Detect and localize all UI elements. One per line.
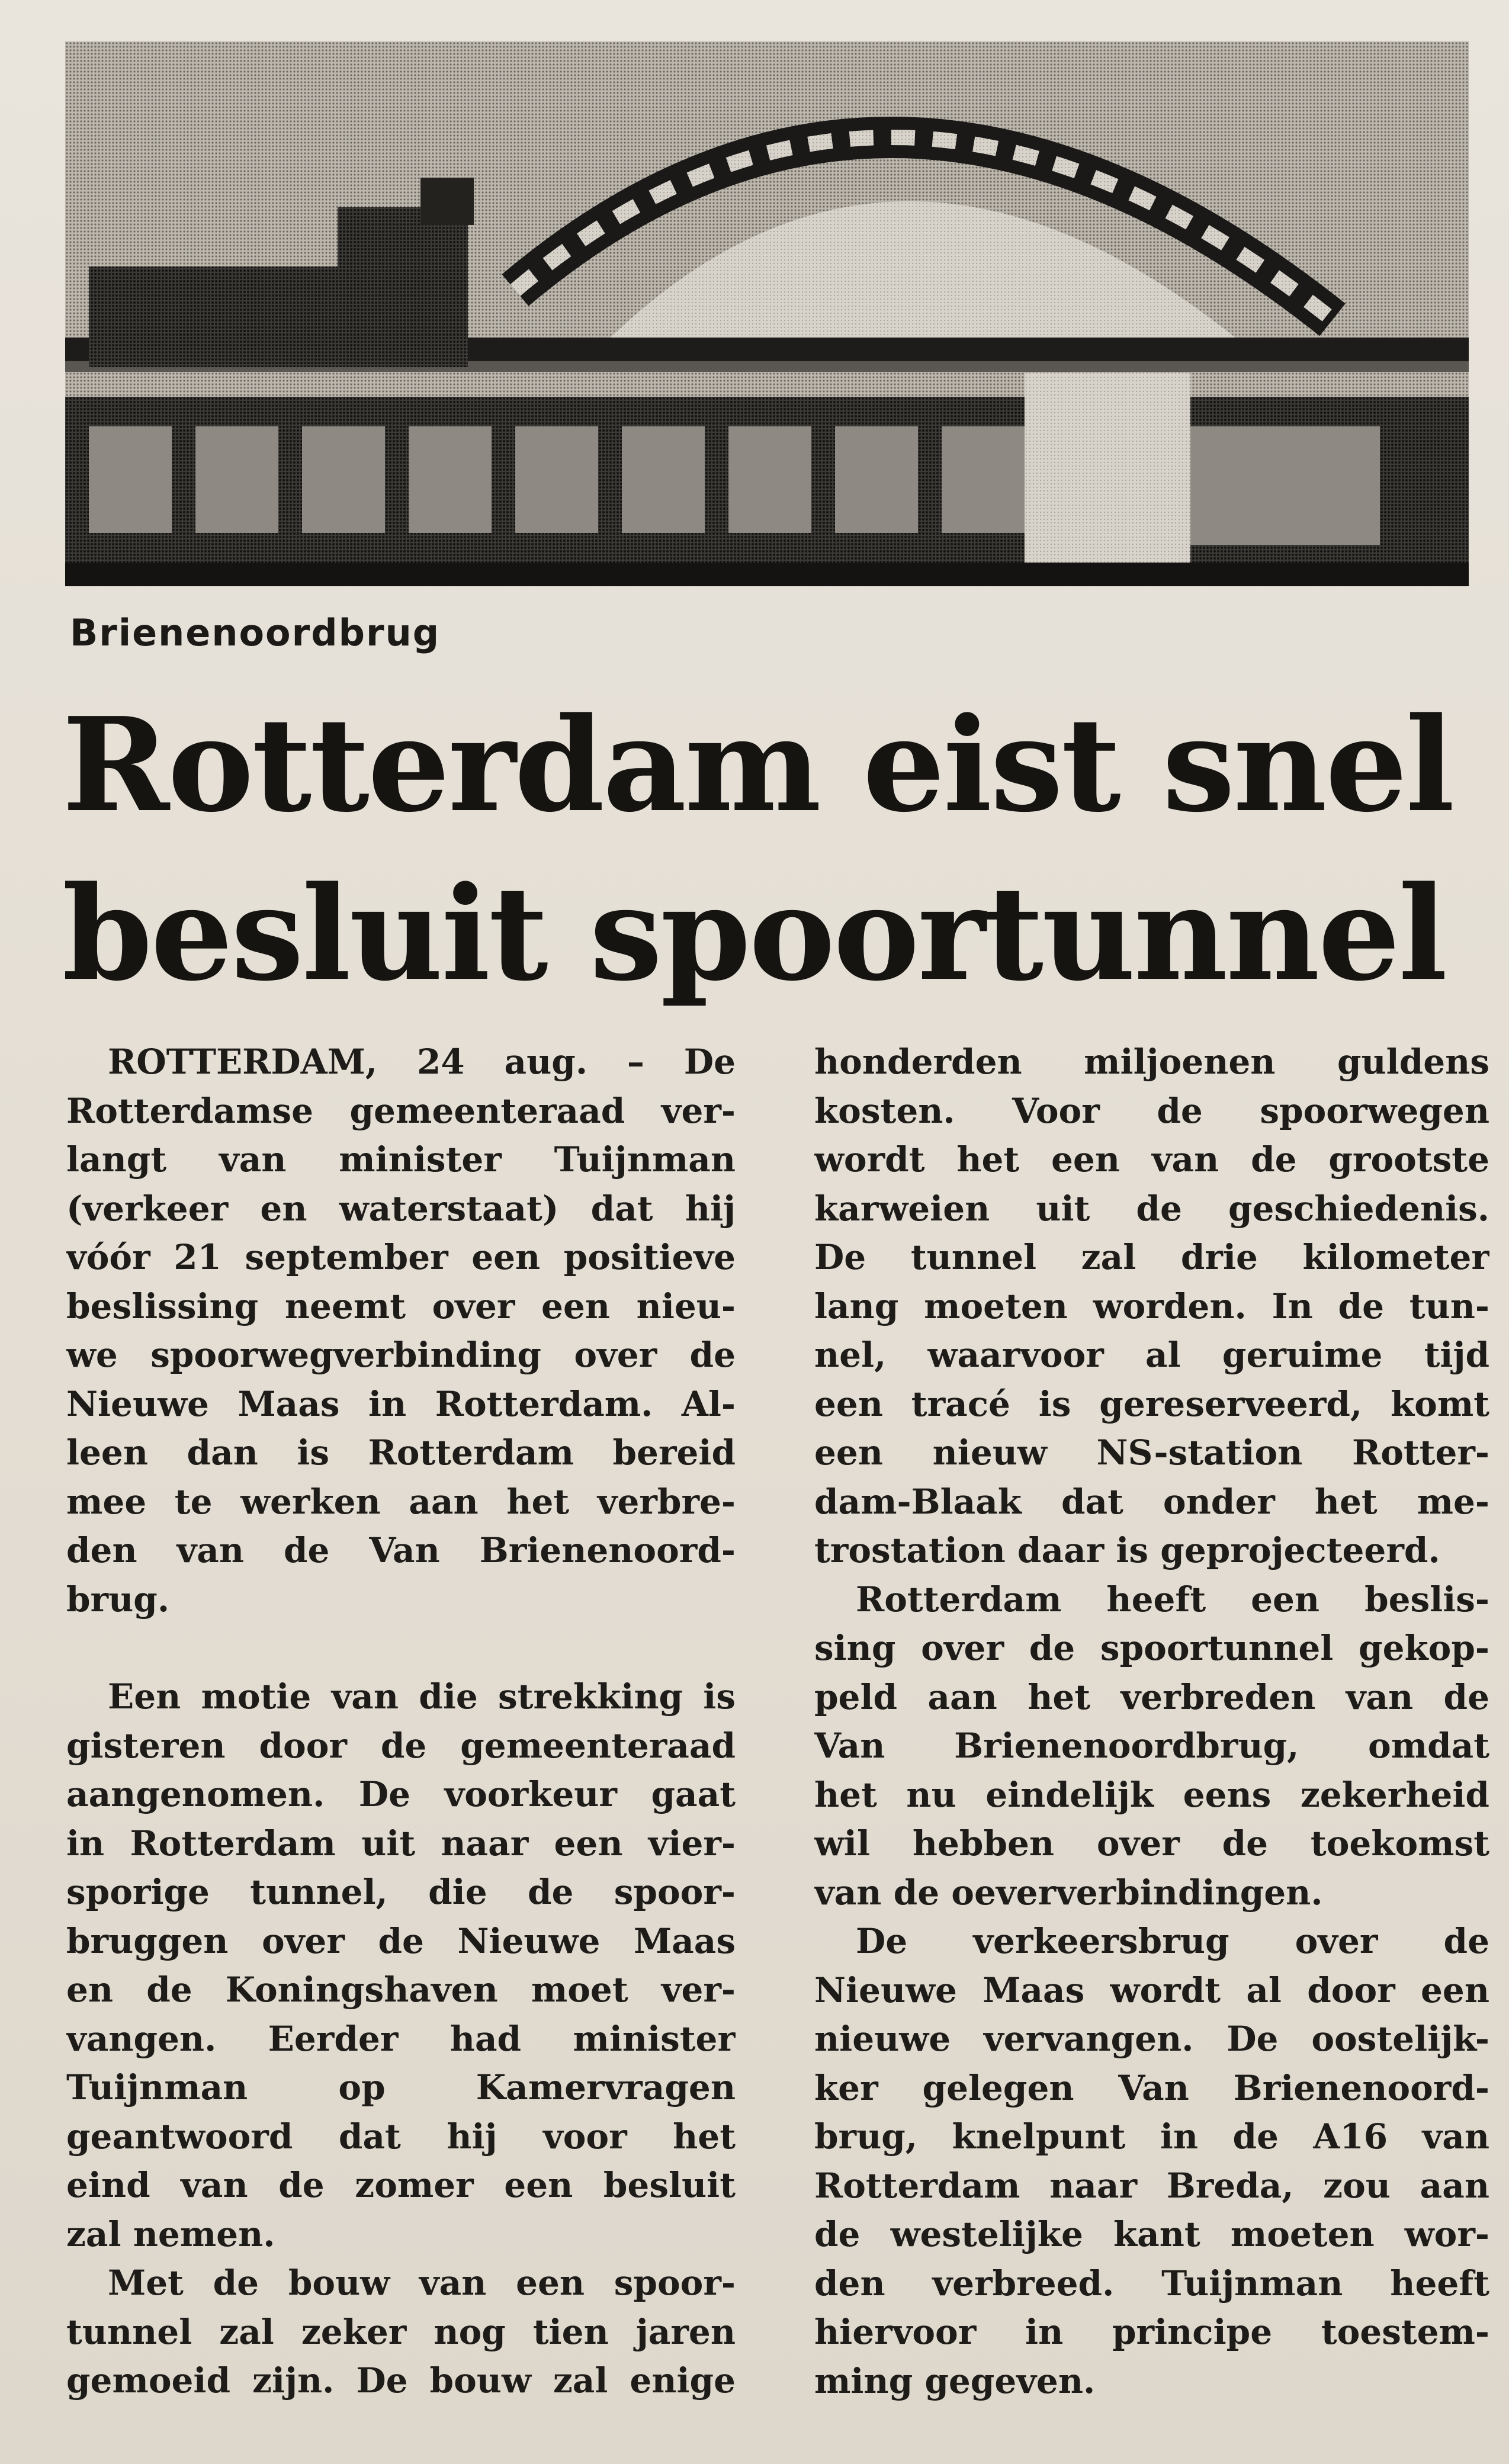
article-line: en de Koningshaven moet ver- <box>66 1970 736 2010</box>
article-line: peld aan het verbreden van de <box>814 1676 1489 1717</box>
headline <box>62 681 1454 1019</box>
article-line: aangenomen. De voorkeur gaat <box>66 1774 736 1814</box>
article-column-right <box>814 1037 1489 2405</box>
paragraph-gap <box>66 1624 736 1672</box>
bridge-illustration <box>65 41 1469 586</box>
article-line: wil hebben over de toekomst <box>814 1823 1489 1864</box>
article-line: eind van de zomer een besluit <box>66 2165 736 2205</box>
article-line: leen dan is Rotterdam bereid <box>66 1432 736 1473</box>
article-line: dam-Blaak dat onder het me- <box>814 1481 1489 1522</box>
article-line: Rotterdamse gemeenteraad ver- <box>66 1090 736 1131</box>
article-line: tunnel zal zeker nog tien jaren <box>66 2311 736 2352</box>
article-line: sporige tunnel, die de spoor- <box>66 1872 736 1912</box>
article-line: kosten. Voor de spoorwegen <box>814 1090 1489 1131</box>
article-line: geantwoord dat hij voor het <box>66 2116 736 2157</box>
article-line: mee te werken aan het verbre- <box>66 1481 736 1522</box>
article-line: van de oeververbindingen. <box>814 1872 1323 1913</box>
article-line: de westelijke kant moeten wor- <box>814 2214 1489 2254</box>
article-line: brug, knelpunt in de A16 van <box>814 2116 1489 2157</box>
article-line: brug. <box>66 1579 170 1620</box>
article-line: Met de bouw van een spoor- <box>108 2263 736 2303</box>
photo-caption: Brienenoordbrug <box>70 611 441 654</box>
article-line: vóór 21 september een positieve <box>66 1237 736 1277</box>
article-line: lang moeten worden. In de tun- <box>814 1286 1489 1326</box>
article-line: in Rotterdam uit naar een vier- <box>66 1823 736 1864</box>
article-line: hiervoor in principe toestem- <box>814 2312 1489 2352</box>
article-line: een nieuw NS-station Rotter- <box>814 1432 1489 1473</box>
article-line: Tuijnman op Kamervragen <box>66 2067 736 2108</box>
article-line: trostation daar is geprojecteerd. <box>814 1530 1440 1570</box>
article-line: honderden miljoenen guldens <box>814 1042 1489 1082</box>
article-line: een tracé is gereserveerd, komt <box>814 1383 1489 1424</box>
article-line: het nu eindelijk eens zekerheid <box>814 1774 1489 1815</box>
article-column-left <box>66 1037 736 2405</box>
article-line: langt van minister Tuijnman <box>66 1139 736 1180</box>
article-line: zal nemen. <box>66 2214 275 2254</box>
article-line: wordt het een van de grootste <box>814 1139 1489 1180</box>
article-line: De verkeersbrug over de <box>856 1921 1489 1961</box>
article-line: den van de Van Brienenoord- <box>66 1530 736 1570</box>
article-line: den verbreed. Tuijnman heeft <box>814 2263 1489 2304</box>
article-line: vangen. Eerder had minister <box>66 2018 736 2059</box>
article-line: beslissing neemt over een nieu- <box>66 1286 736 1326</box>
article-line: Nieuwe Maas in Rotterdam. Al- <box>66 1383 736 1424</box>
article-line: (verkeer en waterstaat) dat hij <box>66 1188 736 1229</box>
brienenoordbrug-photo <box>65 41 1469 586</box>
headline-line-2: besluit spoortunnel <box>62 858 1446 1010</box>
article-line: Van Brienenoordbrug, omdat <box>814 1726 1489 1766</box>
article-line: nieuwe vervangen. De oostelijk- <box>814 2019 1489 2059</box>
article-line: we spoorwegverbinding over de <box>66 1335 736 1375</box>
article-line: Nieuwe Maas wordt al door een <box>814 1970 1489 2010</box>
article-line: Een motie van die strekking is <box>108 1676 736 1717</box>
article-line: bruggen over de Nieuwe Maas <box>66 1920 736 1961</box>
article-line: sing over de spoortunnel gekop- <box>814 1628 1489 1668</box>
article-line: ker gelegen Van Brienenoord- <box>814 2067 1489 2108</box>
article-line: gisteren door de gemeenteraad <box>66 1725 736 1766</box>
article-line: Rotterdam naar Breda, zou aan <box>814 2165 1489 2206</box>
article-line: De tunnel zal drie kilometer <box>814 1237 1489 1277</box>
article-line: ming gegeven. <box>814 2360 1096 2401</box>
article-line: karweien uit de geschiedenis. <box>814 1188 1489 1229</box>
article-line: nel, waarvoor al geruime tijd <box>814 1335 1489 1375</box>
article-line: Rotterdam heeft een beslis- <box>856 1579 1489 1620</box>
headline-line-1: Rotterdam eist snel <box>62 689 1453 841</box>
article-line: gemoeid zijn. De bouw zal enige <box>66 2360 736 2401</box>
article-line: ROTTERDAM, 24 aug. – De <box>108 1042 736 1082</box>
